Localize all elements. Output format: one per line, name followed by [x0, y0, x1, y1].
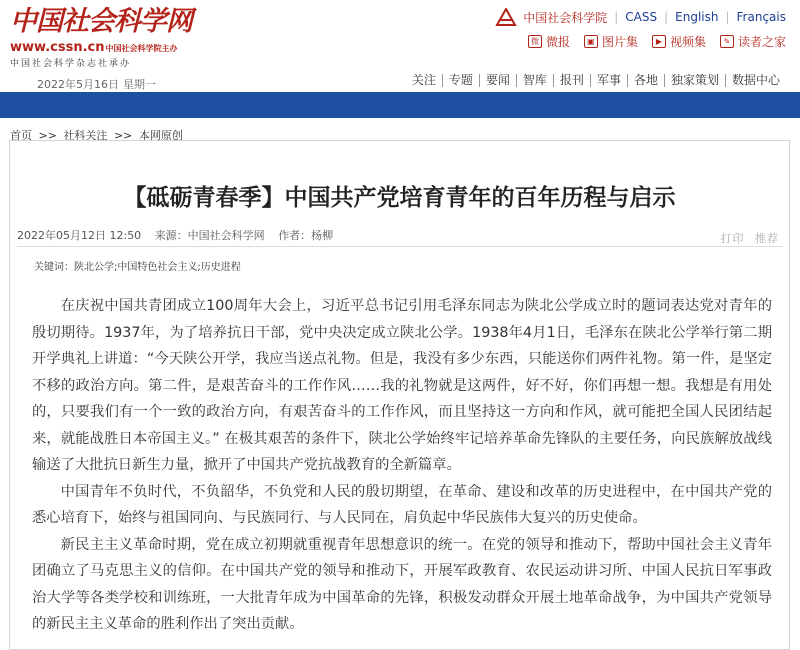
media-videos[interactable]: ▶ 视频集 — [652, 33, 706, 50]
current-date: 2022年5月16日 星期一 — [37, 78, 156, 91]
article-body — [32, 293, 772, 638]
crumb-home[interactable]: 首页 — [10, 129, 32, 142]
nav-item-guanzhu[interactable]: 关注 — [411, 73, 436, 87]
nav-item-junshi[interactable]: 军事 — [590, 74, 627, 87]
recommend-button[interactable]: 推荐 — [755, 232, 779, 245]
article-meta — [17, 227, 343, 243]
reader-icon: ✎ — [720, 35, 734, 48]
article-author: 作者：杨柳 — [278, 229, 334, 242]
article-date: 2022年05月12日 12:50 — [17, 229, 142, 242]
breadcrumb: 首页 >> 社科关注 >> 本网原创 — [10, 129, 183, 142]
language-bar: 中国社会科学院 | CASS | English | Français — [495, 8, 786, 26]
weibo-icon: 微 — [528, 35, 542, 48]
nav-item-zhuanti[interactable]: 专题 — [442, 74, 479, 87]
site-logo[interactable] — [10, 6, 210, 70]
crumb-current[interactable]: 本网原创 — [138, 129, 183, 142]
divider — [17, 246, 783, 247]
paragraph: 中国青年不负时代，不负韶华，不负党和人民的殷切期望，在革命、建设和改革的历史进程中，在中国共产党的悉心培育下，始终与祖国同向、与民族同行、与人民同在，肩负起中华民族伟大复兴的历史使命。 — [32, 483, 772, 526]
cass-logo-icon — [495, 8, 517, 26]
paragraph: 在庆祝中国共青团成立100周年大会上，习近平总书记引用毛泽东同志为陕北公学成立时的题词表达党对青年的殷切期待。1937年，为了培养抗日干部，党中央决定成立陕北公学。1938年4月1日，毛泽东在陕北公学举行第二期开学典礼上讲道：“今天陕公开学，我应当送点礼物。但是，我没有多少东西，只能送你们两件礼物。第一件，是坚定不移的政治方向。第二件，是艰苦奋斗的工作作风……我的礼物就是这两件，好不好，你们再想一想。我想是有用处的，只要我们有一个一致的政治方向，有艰苦奋斗的工作作风，而且坚持这一方向和作风，就可能把全国人民团结起来，就能战胜日本帝国主义。” 在极其艰苦的条件下，陕北公学始终牢记培养革命先锋队的主要任务，向民族解放战线输送了大批抗日新生力量，掀开了中国共产党抗战教育的全新篇章。 — [32, 298, 772, 473]
nav-item-gedi[interactable]: 各地 — [627, 74, 664, 87]
link-cass-cn[interactable]: 中国社会科学院 — [523, 10, 608, 25]
image-icon: ▣ — [584, 35, 598, 48]
nav-item-dujia[interactable]: 独家策划 — [664, 74, 725, 87]
media-photos[interactable]: ▣ 图片集 — [584, 33, 638, 50]
paragraph: 新民主主义革命时期，党在成立初期就重视青年思想意识的统一。在党的领导和推动下，帮助中国社会主义青年团确立了马克思主义的信仰。在中国共产党的领导和推动下，开展军政教育、农民运动讲习所、中国人民抗日军事政治大学等各类学校和训练班，一大批青年成为中国革命的先锋，积极发动群众开展土地革命战争，为中国共产党领导的新民主主义革命的胜利作出了突出贡献。 — [32, 536, 772, 632]
nav-banner — [0, 92, 800, 118]
article-keywords: 关键词：陕北公学;中国特色社会主义;历史进程 — [34, 262, 241, 273]
link-english[interactable]: English — [675, 10, 719, 24]
print-button[interactable]: 打印 — [720, 232, 745, 245]
nav-item-yaowen[interactable]: 要闻 — [479, 74, 516, 87]
media-weibao[interactable]: 微 微报 — [528, 33, 570, 50]
video-icon: ▶ — [652, 35, 666, 48]
article-source: 来源：中国社会科学网 — [154, 229, 265, 242]
crumb-section[interactable]: 社科关注 — [63, 129, 108, 142]
nav-item-baokan[interactable]: 报刊 — [553, 74, 590, 87]
site-header — [0, 0, 800, 92]
link-french[interactable]: Français — [736, 10, 786, 24]
article-tools — [715, 230, 780, 246]
top-nav — [406, 74, 786, 87]
logo-subtitle: 中国社会科学杂志社承办 — [10, 59, 132, 69]
link-cass[interactable]: CASS — [625, 10, 658, 24]
article-title: 【砥砺青春季】中国共产党培育青年的百年历程与启示 — [123, 185, 676, 211]
media-readers[interactable]: ✎ 读者之家 — [720, 33, 786, 50]
media-links — [514, 33, 786, 50]
nav-item-shuju[interactable]: 数据中心 — [725, 74, 786, 87]
logo-url: www.cssn.cn中国社会科学院主办 — [10, 40, 178, 55]
logo-title: 中国社会科学网 — [10, 6, 192, 37]
nav-item-zhiku[interactable]: 智库 — [516, 74, 553, 87]
article-card — [9, 140, 790, 650]
